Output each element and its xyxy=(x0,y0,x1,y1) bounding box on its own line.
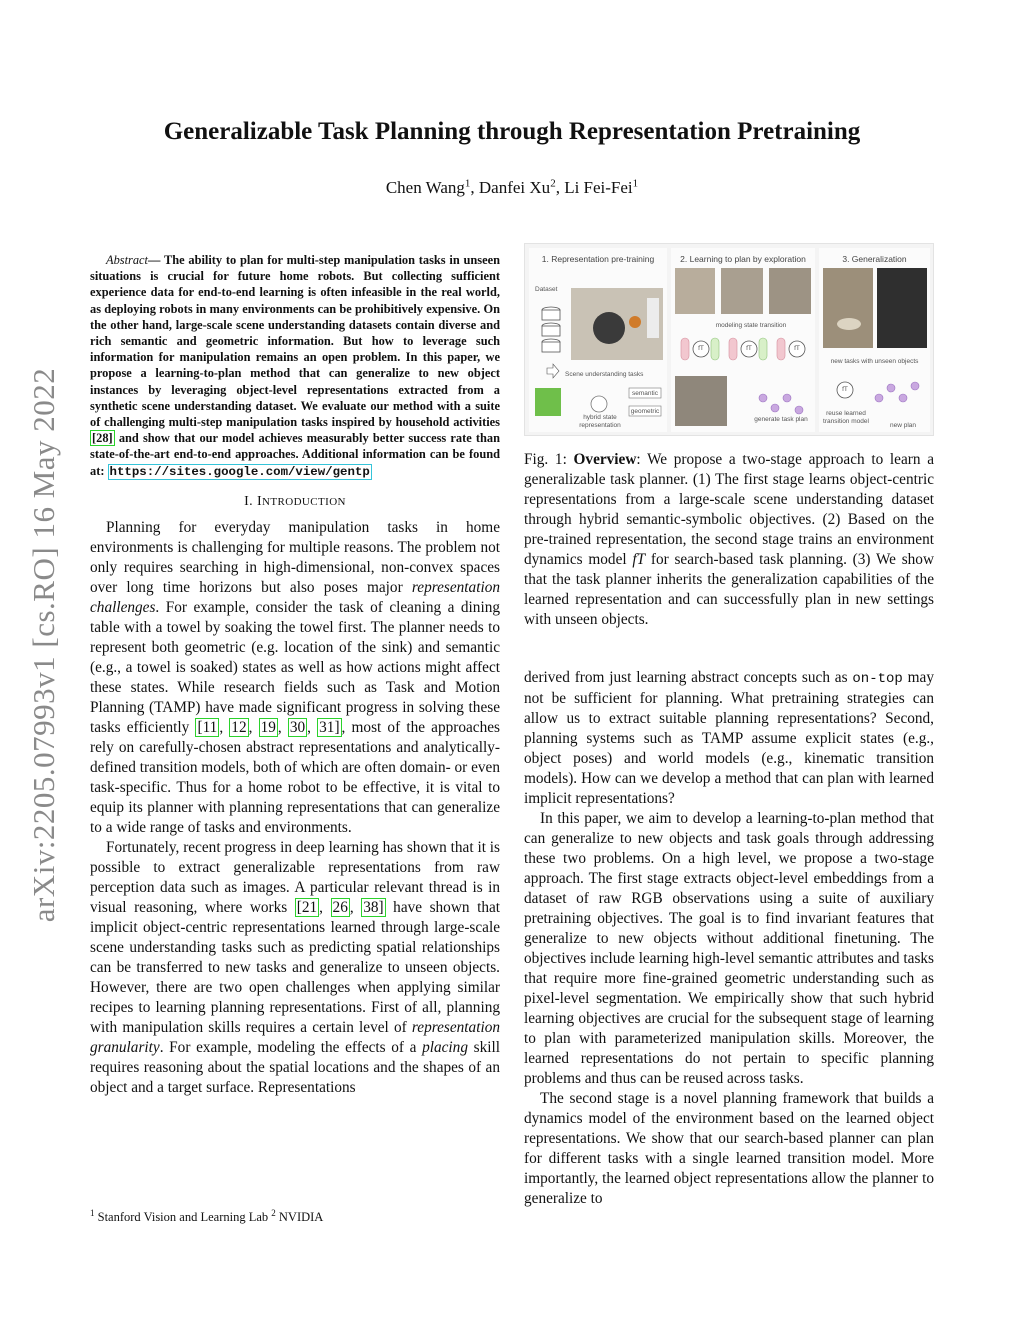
author-name: Chen Wang xyxy=(385,178,465,197)
author-list: Chen Wang$^1$, Danfei Xu$^2$, Li Fei-Fei$^1$ xyxy=(385,177,639,197)
author-name: Danfei Xu xyxy=(478,178,551,197)
paper-title: Generalizable Task Planning through Representation Pretraining xyxy=(163,118,861,145)
right-column xyxy=(524,668,934,1209)
intro-paragraph-2: Fortunately, recent progress in deep learning has shown that it is possible to extract generalizable representations from raw perception data such as images. A particular relevant thread is in visual reasoning, where works [21 , 26 , 38] have shown that implicit object-centric representations learned through large-scale scene understanding tasks such as predicting spatial relationships can be transferred to new tasks and generalize to unseen objects. However, there are two open challenges when applying similar recipes to learning planning representations. First of all, planning with manipulation skills requires a certain level of representation granularity. For example, modeling the effects of a placing skill requires reasoning about the spatial locations and the shapes of an object and a target surface. Representations xyxy=(90,838,501,1096)
overview-figure xyxy=(524,243,934,436)
citation-link[interactable]: 38] xyxy=(363,898,384,916)
learning-illustration xyxy=(671,248,815,432)
figure-caption: Fig. 1: Overview: We propose a two-stage approach to learn a generalizable task planner. (1) The first stage learns object-centric representations from a large-scale scene understanding dataset through hybrid semantic-symbolic objectives. (2) Based on the pre-trained representation, the second stage trains an environment dynamics model fT for search-based task planning. (3) We show that the task planner inherits the generalization capabilities of the learned representation and can successfully plan in new settings with unseen objects. xyxy=(524,451,935,628)
project-url-link[interactable]: https://sites.google.com/view/gentp xyxy=(109,464,370,479)
citation-link[interactable]: 30 xyxy=(289,718,306,736)
citation-link[interactable]: 31] xyxy=(319,718,340,736)
pretraining-illustration xyxy=(529,248,667,432)
citation-link[interactable]: [28] xyxy=(92,431,113,446)
figure-panel-learning: 2. Learning to plan by exploration modeling state transition fT fT fT generate task plan xyxy=(671,248,815,432)
affiliation-footnote: $^1$ Stanford Vision and Learning Lab $^2$ NVIDIA xyxy=(90,1207,324,1224)
abstract: Abstract— The ability to plan for multi-step manipulation tasks in unseen situations is crucial for future home robots. But collecting sufficient experience data for end-to-end learning is often infeasible in the real world, as deploying robots in many environments can be prohibitively expensive. On the other hand, large-scale scene understanding datasets contain diverse and rich semantic and geometric information. But how to leverage such information for manipulation remains an open problem. In this paper, we propose a learning-to-plan method that can generalize to new object instances by leveraging object-level representations extracted from a synthetic scene understanding dataset. We evaluate our method with a suite of challenging multi-step manipulation tasks inspired by household activities [28] and show that our model achieves measurably better success rate than state-of-the-art end-to-end approaches. Additional information can be found at: https://sites.google.com/view/gentp xyxy=(90,253,500,479)
generalization-illustration xyxy=(819,248,930,432)
section-heading: I. INTRODUCTION xyxy=(244,493,346,509)
abstract-label: Abstract xyxy=(106,253,148,267)
citation-link[interactable]: 26 xyxy=(332,898,348,916)
citation-link[interactable]: [21 xyxy=(296,898,318,916)
left-column xyxy=(90,252,500,1098)
right-paragraph-3: The second stage is a novel planning framework that builds a dynamics model of the environment based on the learned object representations. We show that our search-based planner can plan for different tasks with a single learned transition model. More importantly, the learned object representations allow the planner to generalize to xyxy=(524,1090,934,1207)
citation-link[interactable]: 12 xyxy=(231,718,247,736)
intro-paragraph-1: Planning for everyday manipulation tasks in home environments is challenging for multiple reasons. The problem not only requires searching in high-dimensional, non-convex spaces over long time horizons but also poses major representation challenges. For example, consider the task of cleaning a dining table with a towel by soaking the towel first. The planner needs to represent both geometric (e.g. location of the sink) and semantic (e.g., a towel is soaked) states as well as how actions might affect these states. While research fields such as Task and Motion Planning (TAMP) have made significant progress in solving these tasks efficiently [11 , 12 , 19 , 30 , 31] , most of the approaches rely on carefully-chosen abstract representations and analytically-defined transition models, both of which are often domain- or even task-specific. Thus for a home robot to be effective, it is vital to equip its planner with planning representations that can generalize to a wide range of tasks and environments. xyxy=(90,518,500,836)
figure-panel-pretraining: 1. Representation pre-training Dataset Scene understanding tasks hybrid state representation semantic geometric xyxy=(529,248,667,432)
right-paragraph-2: In this paper, we aim to develop a learning-to-plan method that can generalize to new objects and task goals through addressing these two problems. On a high level, we propose a two-stage approach. The first stage extracts object-level embeddings from a dataset of raw RGB observations using a suite of auxiliary pretraining objectives. The goal is to find invariant features that generalize to new objects without additional finetuning. The objectives include learning high-level semantic attributes and tasks that require more fine-grained geometric understanding such as pixel-level segmentation. We empirically show that such hybrid learning objectives are crucial for the subsequent stage of learning to plan with parameterized manipulation skills. Moreover, the learned representations do not pertain to specific planning problems and thus can be reused across tasks. xyxy=(524,810,934,1087)
citation-link[interactable]: 19 xyxy=(260,718,276,736)
author-name: Li Fei-Fei xyxy=(564,178,633,197)
arxiv-watermark: arXiv:2205.07993v1 [cs.RO] 16 May 2022 xyxy=(26,367,61,923)
figure-panel-generalization: 3. Generalization new tasks with unseen objects fT reuse learned transition model new plan xyxy=(819,248,930,432)
right-paragraph-1: derived from just learning abstract concepts such as on-top may not be sufficient for planning. What pretraining strategies can allow us to extract suitable planning representations? Second, planning systems such as TAMP assume explicit states (e.g., object poses) and world models (e.g., kinematic transition models). How can we develop a method that can plan with learned implicit representations? xyxy=(524,669,934,807)
citation-link[interactable]: [11 xyxy=(197,718,218,736)
